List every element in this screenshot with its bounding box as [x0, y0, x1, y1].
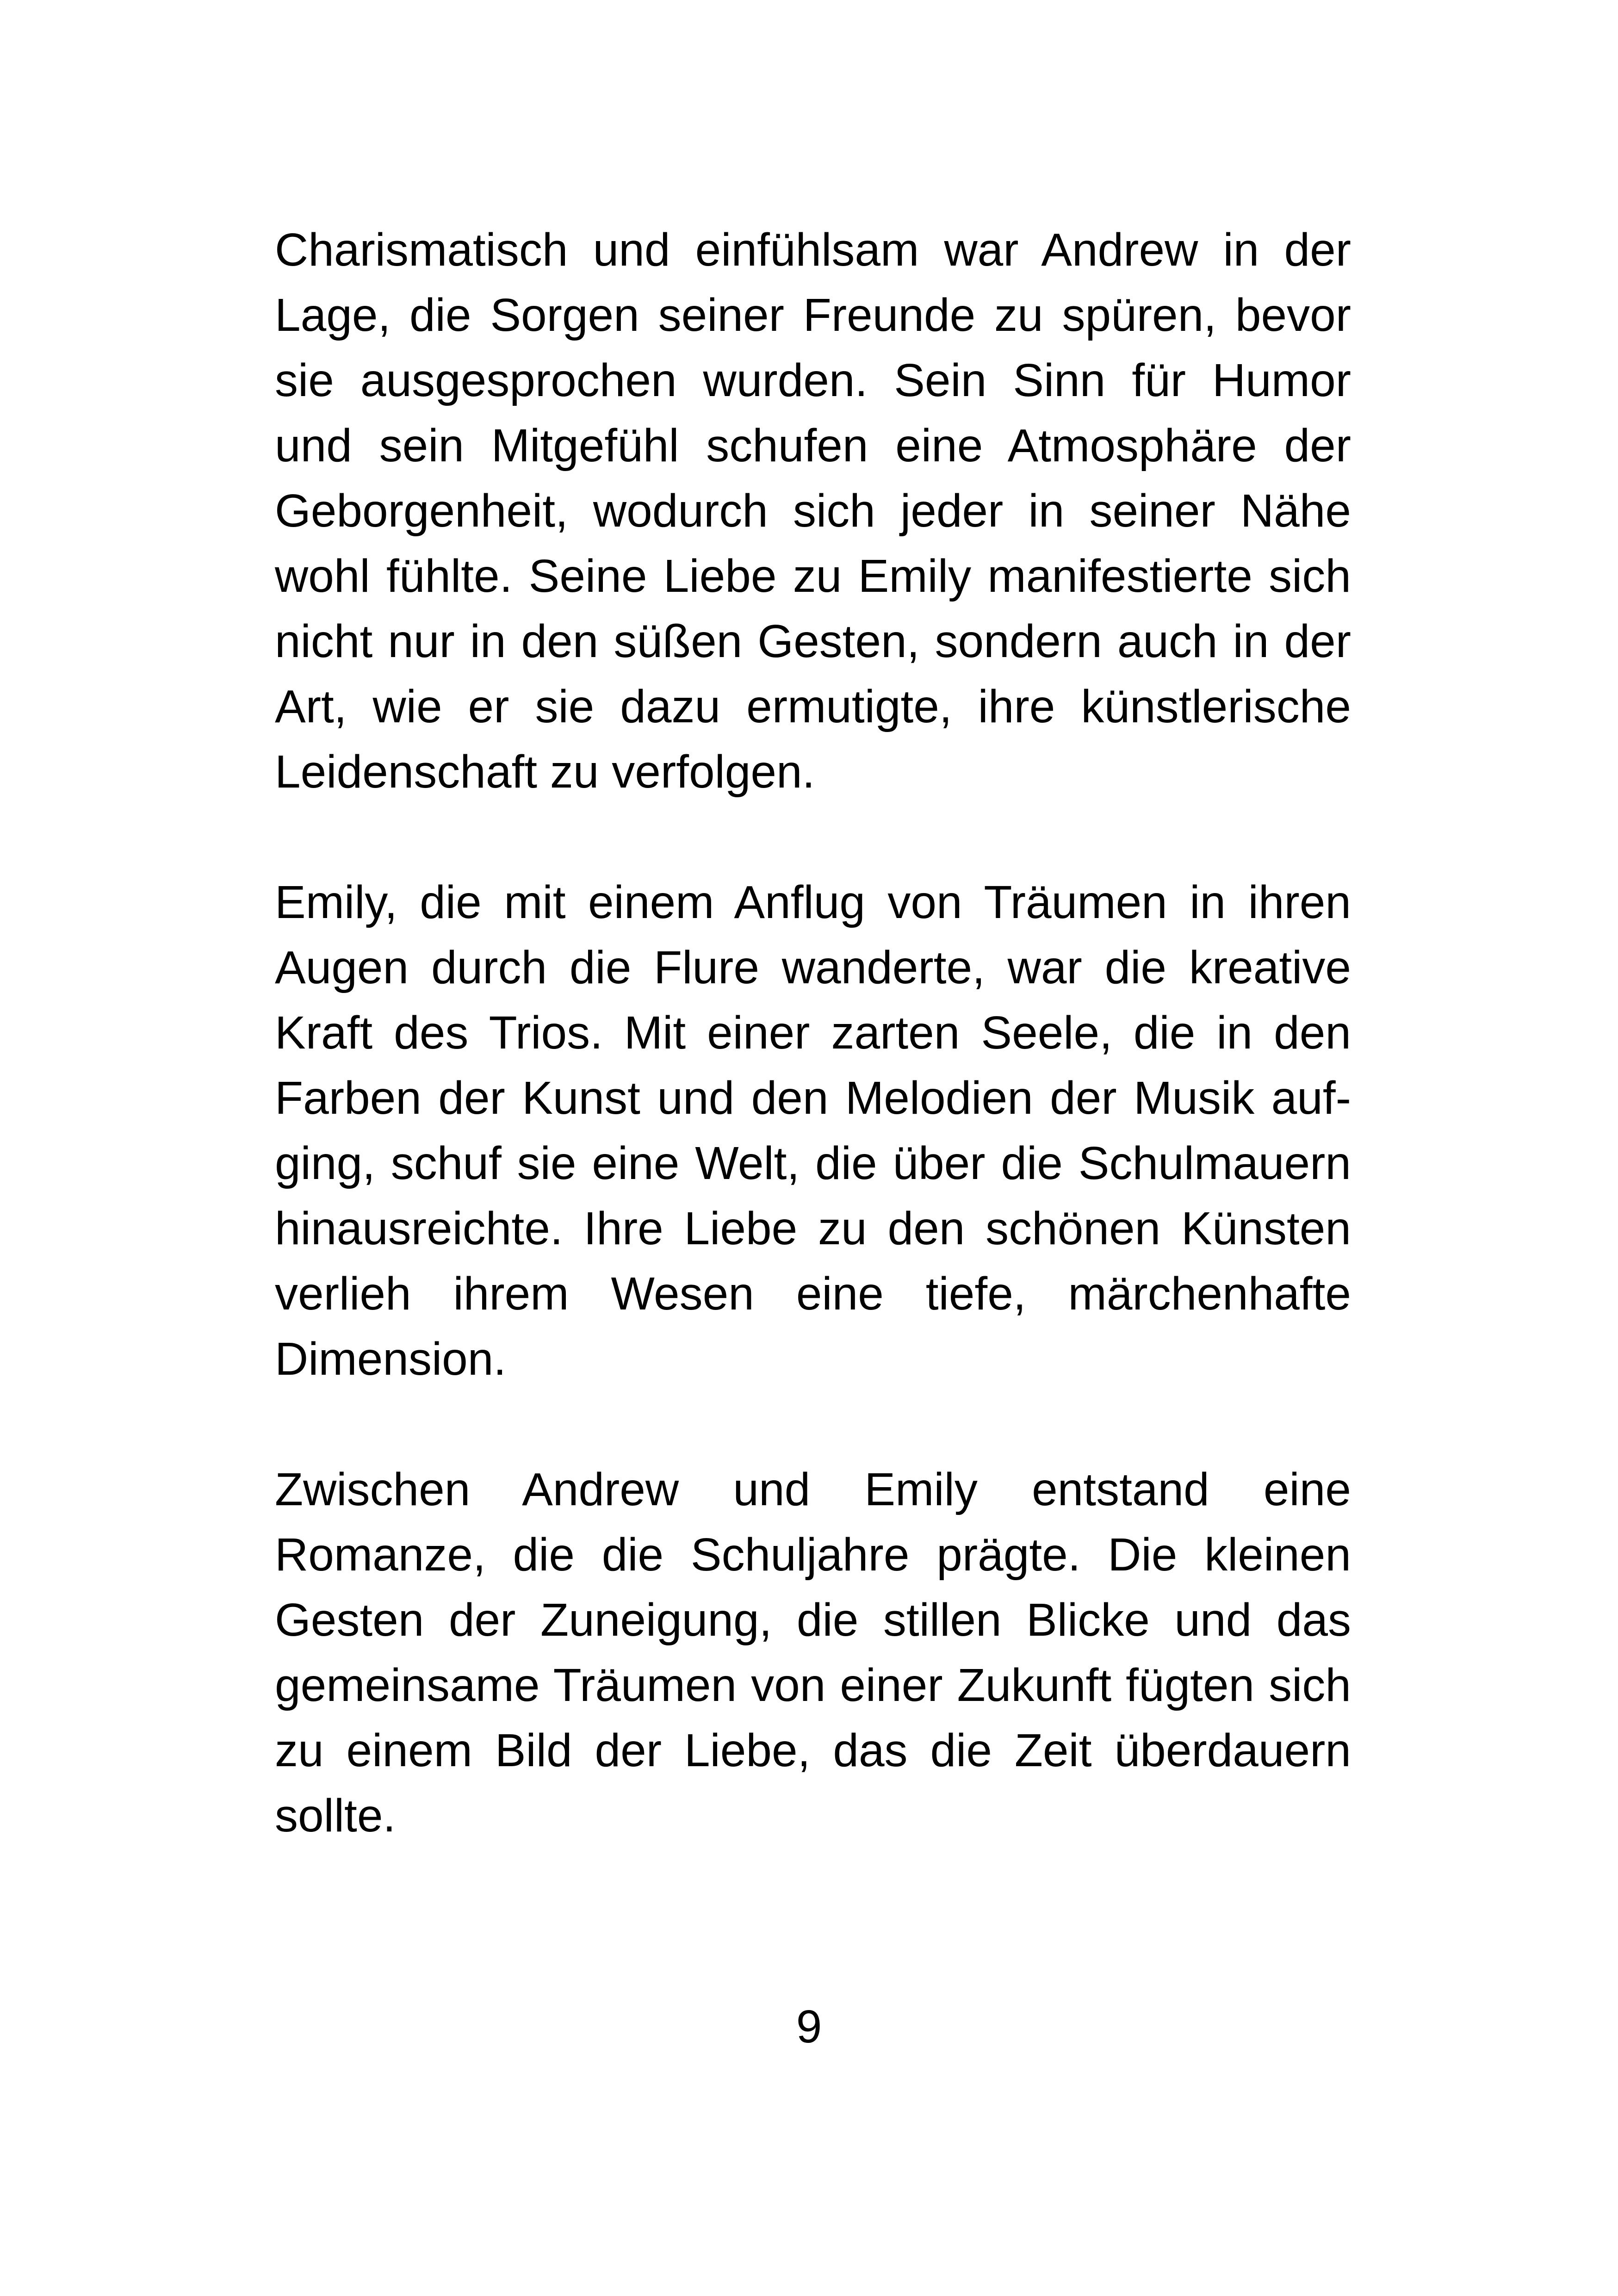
body-text: [275, 217, 1351, 1849]
paragraph-emily: Emily, die mit einem Anflug von Träumen in ihren Augen durch die Flure wanderte, war die kreative Kraft des Trios. Mit einer zarten Seele, die in den Farben der Kunst und den Melodien der Musik aufging, schuf sie eine Welt, die über die Schulmauern hinausreichte. Ihre Liebe zu den schönen Künsten verlieh ihrem Wesen eine tiefe, märchenhafte Dimension.: [275, 876, 1351, 1385]
page-number: 9: [796, 2001, 822, 2053]
paragraph-andrew: Charismatisch und einfühlsam war Andrew in der Lage, die Sorgen seiner Freunde zu spüren, bevor sie ausgesprochen wurden. Sein Sinn für Humor und sein Mitgefühl schufen eine Atmosphäre der Geborgenheit, wodurch sich jeder in seiner Nähe wohl fühlte. Seine Liebe zu Emily manifestierte sich nicht nur in den süßen Gesten, sondern auch in der Art, wie er sie dazu ermutigte, ihre künstlerische Leidenschaft zu verfolgen.: [275, 224, 1351, 798]
paragraph-romance: Zwischen Andrew und Emily entstand eine Romanze, die die Schuljahre prägte. Die kleinen Gesten der Zuneigung, die stillen Blicke und das gemeinsame Träumen von einer Zukunft fügten sich zu einem Bild der Liebe, das die Zeit überdauern sollte.: [275, 1464, 1351, 1842]
